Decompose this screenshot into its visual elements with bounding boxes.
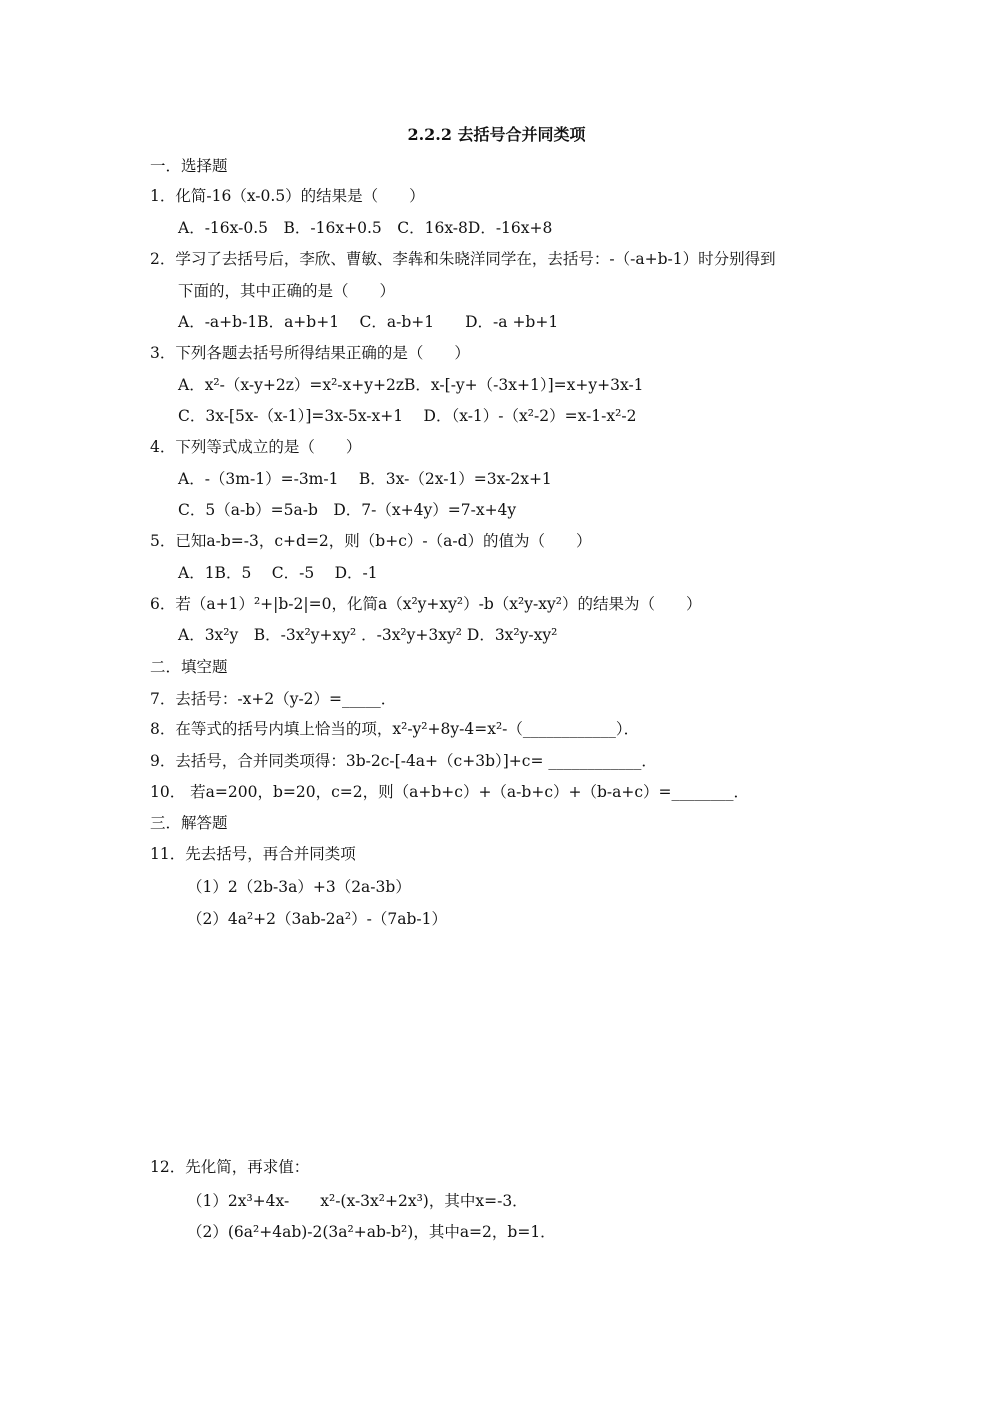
line-2: 1．化简-16（x-0.5）的结果是（ ） (150, 187, 425, 205)
line-10: 4．下列等式成立的是（ ） (150, 438, 362, 456)
line-15: 6．若（a+1）²+|b-2|=0，化简a（x²y+xy²）-b（x²y-xy²）的结果为（ ） (150, 595, 702, 613)
line-4: 2．学习了去括号后，李欣、曹敏、李犇和朱晓洋同学在，去括号：-（-a+b-1）时分别得到 (150, 250, 776, 268)
line-21: 10． 若a=200，b=20，c=2，则（a+b+c）+（a-b+c）+（b-a+c）=________． (150, 783, 750, 801)
line-14: A．1B．5 C．-5 D．-1 (178, 564, 378, 582)
line-8: A．x²-（x-y+2z）=x²-x+y+2zB．x-[-y+（-3x+1）]=x+y+3x-1 (178, 376, 644, 394)
line-3: A．-16x-0.5 B．-16x+0.5 C．16x-8D．-16x+8 (178, 219, 553, 237)
line-18: 7．去括号：-x+2（y-2）=_____． (150, 690, 397, 708)
line-1: 一．选择题 (150, 157, 228, 175)
line-19: 8．在等式的括号内填上恰当的项，x²-y²+8y-4=x²-（____________）． (150, 720, 640, 738)
line-5: 下面的，其中正确的是（ ） (178, 282, 396, 300)
line-28: （2）(6a²+4ab)-2(3a²+ab-b²)，其中a=2，b=1． (187, 1223, 556, 1241)
line-13: 5．已知a-b=-3，c+d=2，则（b+c）-（a-d）的值为（ ） (150, 532, 592, 550)
line-7: 3．下列各题去括号所得结果正确的是（ ） (150, 344, 470, 362)
line-27: （1）2x³+4x- x²-(x-3x²+2x³)，其中x=-3． (187, 1192, 528, 1210)
line-20: 9．去括号，合并同类项得：3b-2c-[-4a+（c+3b）]+c= ____________． (150, 752, 657, 770)
line-9: C．3x-[5x-（x-1）]=3x-5x-x+1 D．（x-1）-（x²-2）=x-1-x²-2 (178, 407, 637, 425)
line-23: 11．先去括号，再合并同类项 (150, 845, 356, 863)
line-25: （2）4a²+2（3ab-2a²）-（7ab-1） (187, 910, 447, 928)
line-22: 三．解答题 (150, 814, 228, 832)
line-11: A．-（3m-1）=-3m-1 B．3x-（2x-1）=3x-2x+1 (178, 470, 552, 488)
line-12: C．5（a-b）=5a-b D．7-（x+4y）=7-x+4y (178, 501, 517, 519)
line-6: A．-a+b-1B．a+b+1 C．a-b+1 D．-a +b+1 (178, 313, 559, 331)
line-24: （1）2（2b-3a）+3（2a-3b） (187, 878, 411, 896)
line-26: 12．先化简，再求值： (150, 1158, 310, 1176)
page-title: 2.2.2 去括号合并同类项 (407, 125, 586, 144)
line-17: 二．填空题 (150, 658, 228, 676)
line-16: A．3x²y B．-3x²y+xy² ．-3x²y+3xy² D．3x²y-xy² (178, 626, 558, 644)
